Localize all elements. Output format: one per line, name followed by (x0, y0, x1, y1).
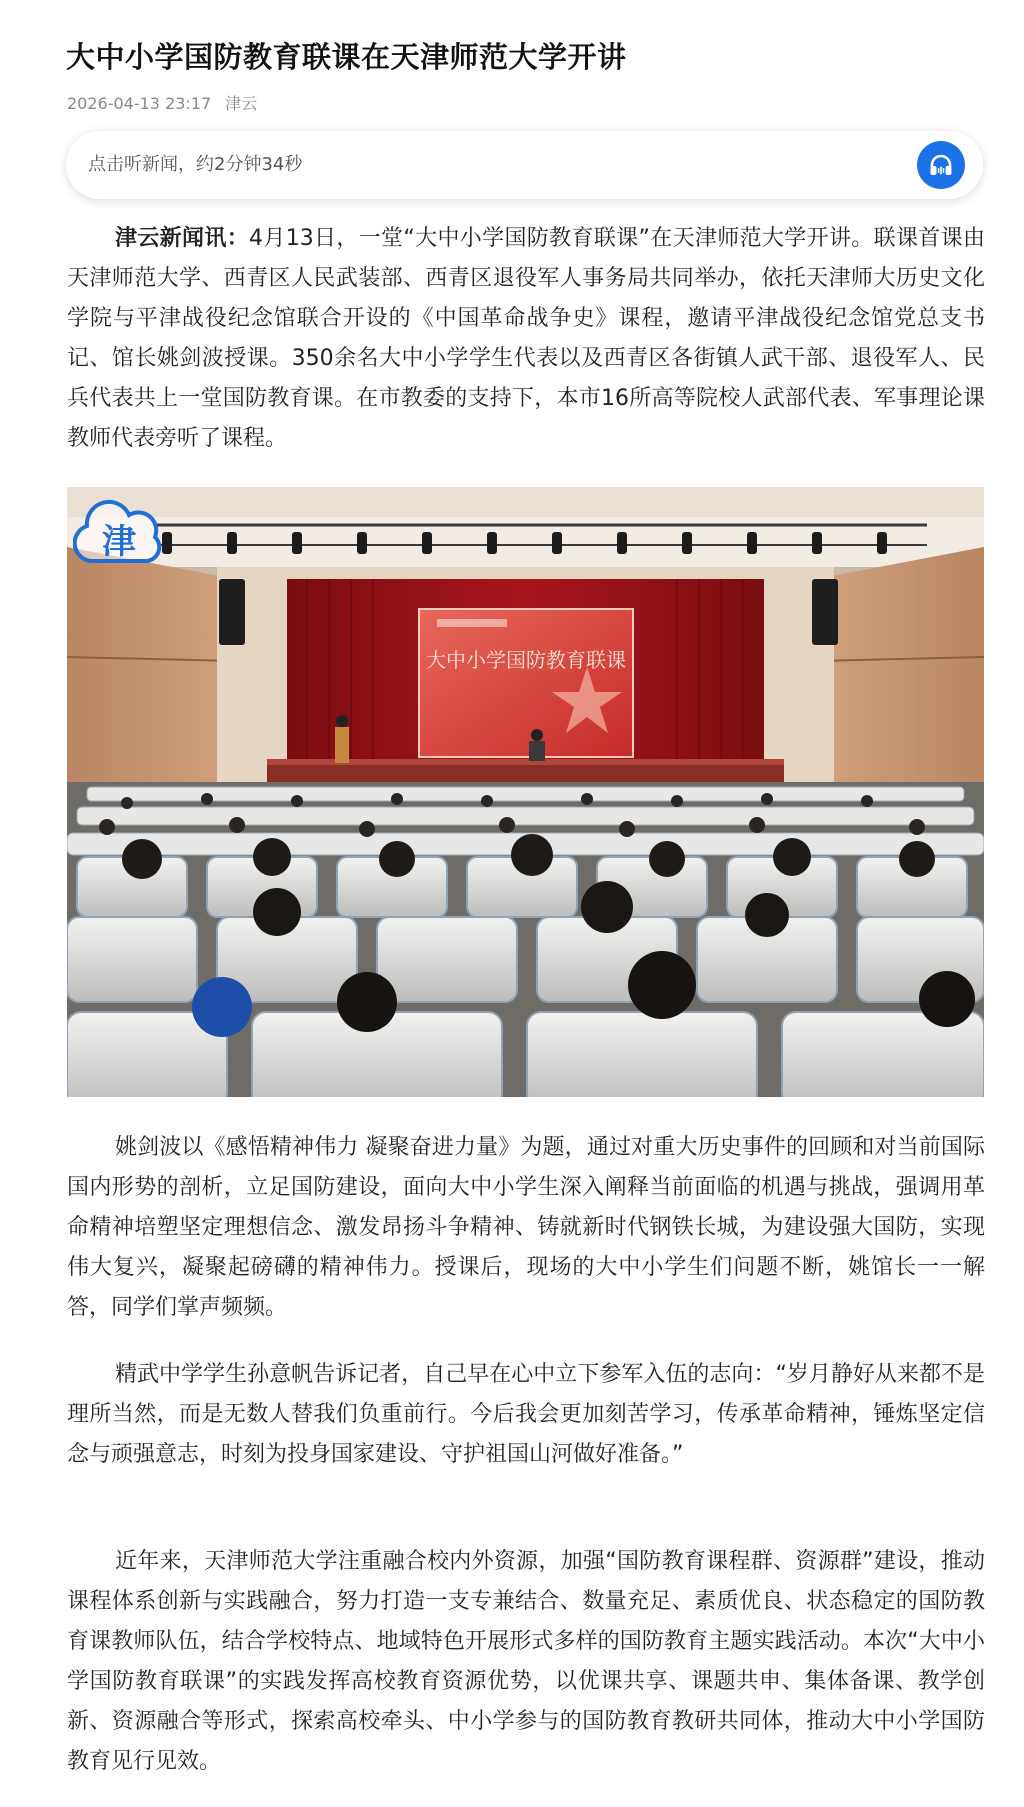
jinyun-logo (73, 497, 163, 573)
article-paragraph-3: 精武中学学生孙意帆告诉记者，自己早在心中立下参军入伍的志向：“岁月静好从来都不是理所当然，而是无数人替我们负重前行。今后我会更加刻苦学习，传承革命精神，锤炼坚定信念与顽强意志，时刻为投身国家建设、守护祖国山河做好准备。” (67, 1362, 985, 1467)
lecture-hall-illustration (67, 487, 984, 1097)
article-title: 大中小学国防教育联课在天津师范大学开讲 (66, 40, 627, 74)
listen-news-bar[interactable] (66, 131, 983, 199)
article-paragraph-2: 姚剑波以《感悟精神伟力 凝聚奋进力量》为题，通过对重大历史事件的回顾和对当前国际国内形势的剖析，立足国防建设，面向大中小学生深入阐释当前面临的机遇与挑战，强调用革命精神培塑坚定理想信念、激发昂扬斗争精神、铸就新时代钢铁长城，为建设强大国防，实现伟大复兴，凝聚起磅礴的精神伟力。授课后，现场的大中小学生们问题不断，姚馆长一一解答，同学们掌声频频。 (67, 1135, 985, 1320)
article-source: 津云 (225, 94, 258, 113)
headphones-icon (927, 151, 955, 179)
listen-button[interactable] (917, 141, 965, 189)
paragraph-lead: 津云新闻讯： (115, 226, 250, 251)
logo-text: 津 (102, 522, 136, 562)
listen-news-label: 点击听新闻，约2分钟34秒 (88, 154, 303, 175)
article-paragraph-4: 近年来，天津师范大学注重融合校内外资源，加强“国防教育课程群、资源群”建设，推动课程体系创新与实践融合，努力打造一支专兼结合、数量充足、素质优良、状态稳定的国防教育课教师队伍，结合学校特点、地域特色开展形式多样的国防教育主题实践活动。本次“大中小学国防教育联课”的实践发挥高校教育资源优势，以优课共享、课题共申、集体备课、教学创新、资源融合等形式，探索高校牵头、中小学参与的国防教育教研共同体，推动大中小学国防教育见行见效。 (67, 1549, 985, 1774)
screen-title: 大中小学国防教育联课 (426, 648, 626, 672)
publish-date: 2026-04-13 23:17 (67, 94, 212, 113)
paragraph-text: 4月13日，一堂“大中小学国防教育联课”在天津师范大学开讲。联课首课由天津师范大学、西青区人民武装部、西青区退役军人事务局共同举办，依托天津师大历史文化学院与平津战役纪念馆联合开设的《中国革命战争史》课程，邀请平津战役纪念馆党总支书记、馆长姚剑波授课。350余名大中小学学生代表以及西青区各街镇人武干部、退役军人、民兵代表共上一堂国防教育课。在市教委的支持下，本市16所高等院校人武部代表、军事理论课教师代表旁听了课程。 (67, 226, 985, 451)
article-paragraph-1 (67, 219, 985, 459)
lecture-hall-photo (67, 487, 984, 1097)
article-meta (67, 92, 257, 116)
